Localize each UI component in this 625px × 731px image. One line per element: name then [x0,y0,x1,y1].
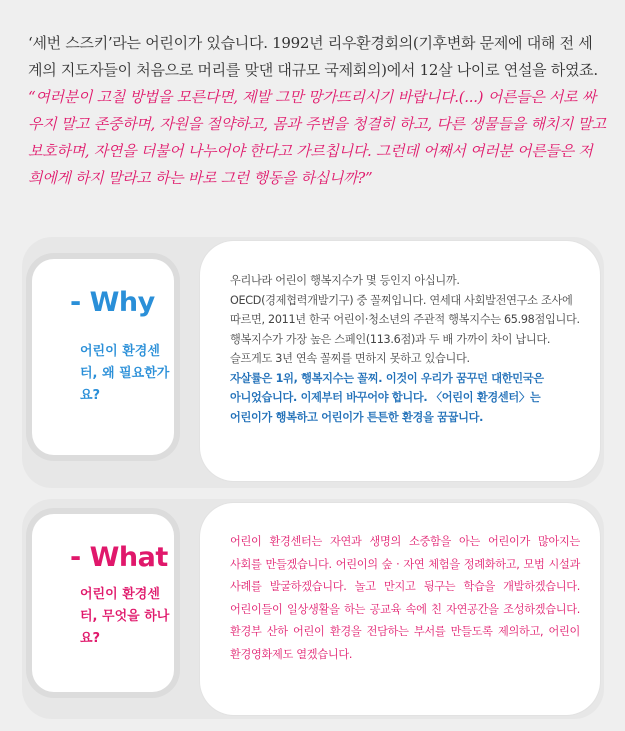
what-subtitle: 어린이 환경센터, 무엇을 하나요? [80,587,170,646]
what-label-box [32,514,174,692]
why-body-text: 우리나라 어린이 행복지수가 몇 등인지 아십니까. OECD(경제협력개발기구) 중 꼴찌입니다. 연세대 사회발전연구소 조사에 따르면, 2011년 한국 어린이·청소년의 주관적 행복지수는 65.98점입니다. 행복지수가 가장 높은 스페인(113.6점)과 두 배 가까이 차이 납니다. 슬프게도 3년 연속 꼴찌를 면하지 못하고 있습니다. [230,274,580,365]
what-title: - What [70,542,168,573]
why-title: - Why [70,287,155,318]
intro-text: ‘세번 스즈키’라는 어린이가 있습니다. 1992년 리우환경회의(기후변화 문제에 대해 전 세계의 지도자들이 처음으로 머리를 맞댄 대규모 국제회의)에서 12살 나이로 연설을 하였죠. [28,34,598,79]
why-card [22,237,604,488]
why-subtitle: 어린이 환경센터, 왜 필요한가요? [80,344,170,403]
why-label-box [32,259,174,455]
why-content-box [200,241,600,481]
why-content [230,271,580,427]
what-card [22,499,604,719]
why-body-highlight: 자살률은 1위, 행복지수는 꼴찌. 이것이 우리가 꿈꾸던 대한민국은 아니었습니다. 이제부터 바꾸어야 합니다. 〈어린이 환경센터〉는 어린이가 행복하고 어린이가 튼튼한 환경을 꿈꿉니다. [230,371,544,424]
intro-quote: “여러분이 고칠 방법을 모른다면, 제발 그만 망가뜨리시기 바랍니다.(...) 어른들은 서로 싸우지 말고 존중하며, 자원을 절약하고, 몸과 주변을 청결히 하고, 다른 생물들을 해치지 말고 보호하며, 자연을 더불어 나누어야 한다고 가르칩니다. 그런데 어째서 여러분 어른들은 저희에게 하지 말라고 하는 바로 그런 행동을 하십니까?” [28,88,606,187]
what-content-box [200,503,600,715]
intro-section [28,30,606,192]
what-content: 어린이 환경센터는 자연과 생명의 소중함을 아는 어린이가 많아지는 사회를 만들겠습니다. 어린이의 숲 · 자연 체험을 정례화하고, 모범 시설과 사례를 발굴하겠습니다. 놀고 만지고 뒹구는 학습을 개발하겠습니다. 어린이들이 일상생활을 하는 공교육 속에 친 자연공간을 조성하겠습니다. 환경부 산하 어린이 환경을 전담하는 부서를 만들도록 제의하고, 어린이 환경영화제도 열겠습니다. [230,535,580,661]
